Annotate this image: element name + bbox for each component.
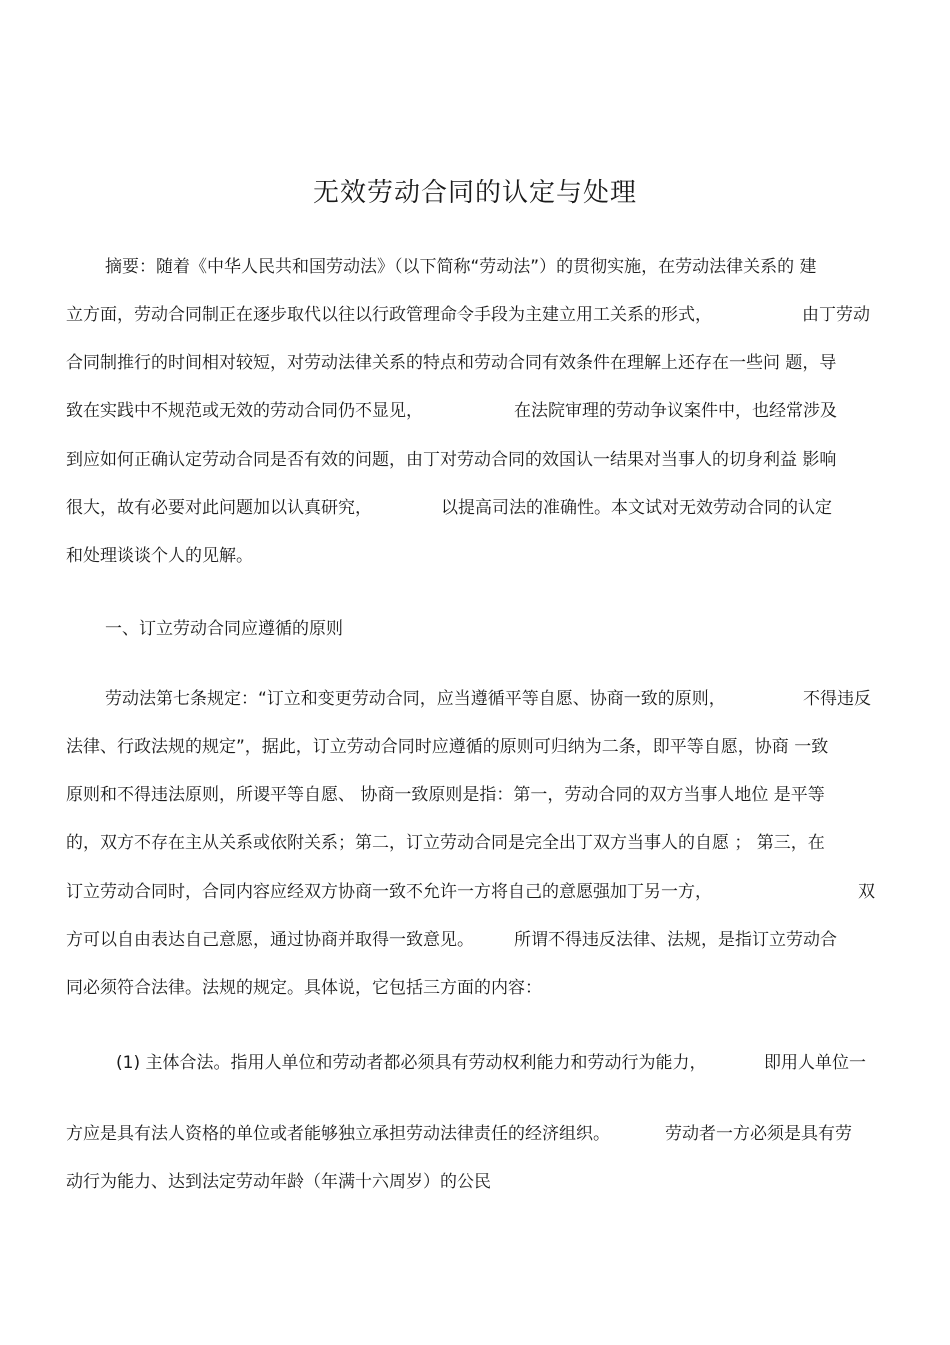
section1-line-6b: 所谓不得违反法律、法规，是指订立劳动合 <box>514 930 837 950</box>
section-heading-1: 一、订立劳动合同应遵循的原则 <box>105 619 343 639</box>
section1-line-4: 的，双方不存在主从关系或依附关系；第二，订立劳动合同是完全出丁双方当事人的自愿 ； 第三，在 <box>66 833 825 853</box>
section1-line-3: 原则和不得违法原则，所谡平等自愿、 协商一致原则是指：第一，劳动合同的双方当事人地位 是平等 <box>66 785 825 805</box>
item1-line-1a: (1) 主体合法。指用人单位和劳动者都必须具有劳动权利能力和劳动行为能力， <box>116 1053 707 1073</box>
abstract-line-5: 到应如何正确认定劳动合同是否有效的问题，由丁对劳动合同的效国认一结果对当事人的切身利益 影响 <box>66 450 837 470</box>
section1-line-2: 法律、行政法规的规定”，据此，订立劳动合同时应遵循的原则可归纳为二条，即平等自愿，协商 一致 <box>66 737 829 757</box>
abstract-line-3: 合同制推行的时间相对较短，对劳动法律关系的特点和劳动合同有效条件在理解上还存在一些问 题，导 <box>66 353 837 373</box>
abstract-line-1: 摘要：随着《中华人民共和国劳动法》（以下简称“劳动法”）的贯彻实施，在劳动法律关系的 建 <box>105 257 817 277</box>
section1-line-6a: 方可以自由表达自己意愿，通过协商并取得一致意见。 <box>66 930 474 950</box>
abstract-line-4b: 在法院审理的劳动争议案件中，也经常涉及 <box>514 401 837 421</box>
item1-line-2a: 方应是具有法人资格的单位或者能够独立承担劳动法律责任的经济组织。 <box>66 1124 610 1144</box>
abstract-line-6a: 很大，故有必要对此问题加以认真研究， <box>66 498 372 518</box>
abstract-line-6b: 以提高司法的准确性。本文试对无效劳动合同的认定 <box>441 498 832 518</box>
item1-line-1b: 即用人单位一 <box>764 1053 866 1073</box>
item1-line-3: 动行为能力、达到法定劳动年龄（年满十六周岁）的公民 <box>66 1172 491 1192</box>
section1-line-5b: 双 <box>858 882 875 902</box>
section1-line-5a: 订立劳动合同时，合同内容应经双方协商一致不允许一方将自己的意愿强加丁另一方， <box>66 882 712 902</box>
abstract-line-2a: 立方面，劳动合同制正在逐步取代以往以行政管理命令手段为主建立用工关系的形式， <box>66 305 712 325</box>
item1-line-2b: 劳动者一方必须是具有劳 <box>665 1124 852 1144</box>
document-title: 无效劳动合同的认定与处理 <box>312 178 637 208</box>
abstract-line-4a: 致在实践中不规范或无效的劳动合同仍不显见， <box>66 401 423 421</box>
abstract-line-7: 和处理谈谈个人的见解。 <box>66 546 253 566</box>
section1-line-1b: 不得违反 <box>803 689 871 709</box>
section1-line-7: 同必须符合法律。法规的规定。具体说，它包括三方面的内容： <box>66 978 542 998</box>
section1-line-1a: 劳动法第七条规定：“订立和变更劳动合同，应当遵循平等自愿、协商一致的原则， <box>105 689 726 709</box>
abstract-line-2b: 由丁劳动 <box>802 305 870 325</box>
